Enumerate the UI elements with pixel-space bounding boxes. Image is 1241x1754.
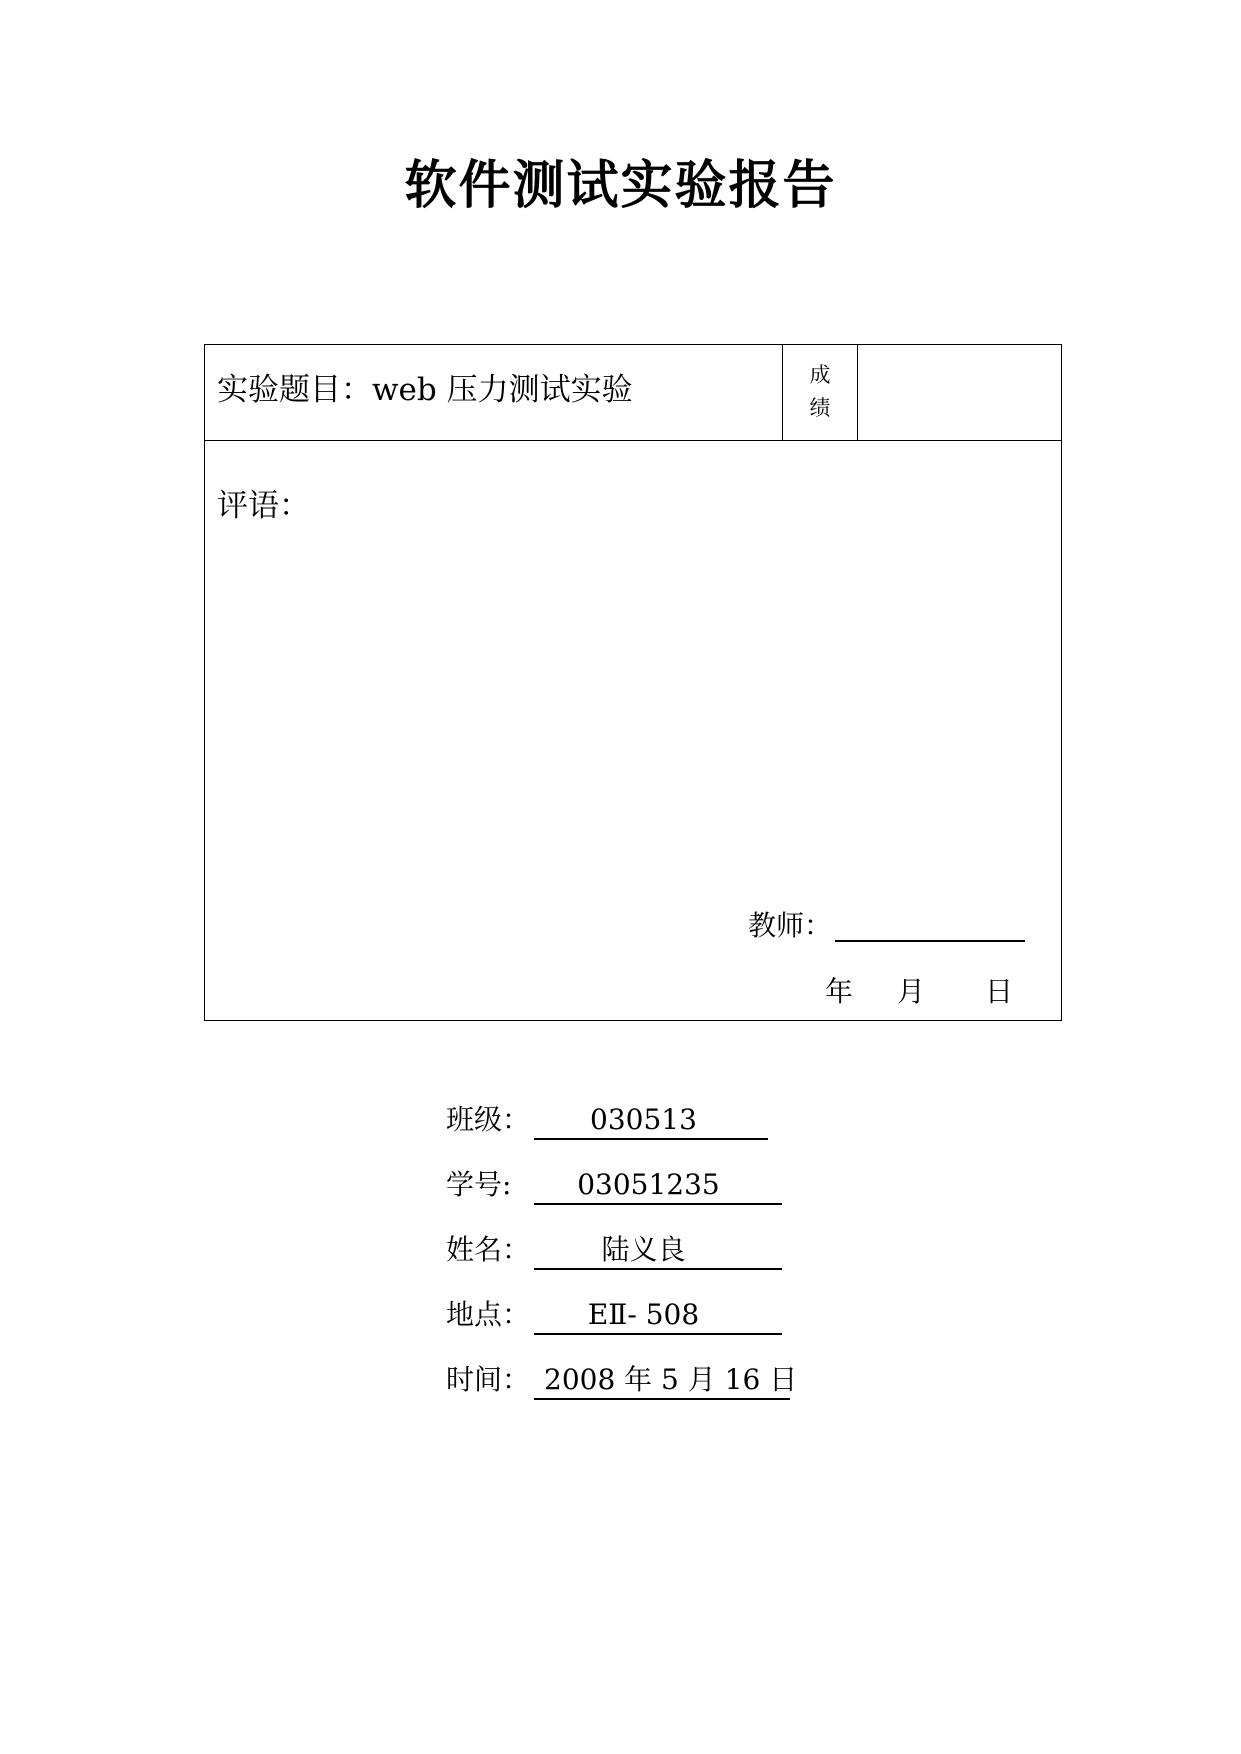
name-value: 陆义良: [601, 1233, 686, 1266]
score-label-line2: 绩: [809, 396, 831, 420]
time-value: 2008 年 5 月 16 日: [544, 1363, 798, 1396]
student-id-underline: [534, 1203, 782, 1205]
time-underline: [534, 1398, 790, 1400]
time-label: 时间：: [446, 1363, 531, 1396]
name-underline: [534, 1268, 782, 1270]
class-value: 030513: [590, 1103, 697, 1136]
date-day-label: 日: [985, 975, 1014, 1008]
topic-label: 实验题目：web 压力测试实验: [217, 372, 633, 408]
teacher-signature-line: [835, 940, 1025, 942]
report-table: [204, 344, 1062, 1021]
teacher-label: 教师：: [748, 909, 833, 942]
student-id-label: 学号:: [446, 1168, 512, 1201]
score-value-cell: [858, 345, 1061, 440]
location-underline: [534, 1333, 782, 1335]
topic-cell: [205, 345, 783, 440]
location-value: EⅡ- 508: [587, 1298, 700, 1331]
student-id-value: 03051235: [577, 1168, 720, 1201]
score-label-cell: [783, 345, 858, 440]
report-header-row: [205, 345, 1061, 441]
name-label: 姓名：: [446, 1233, 531, 1266]
location-label: 地点：: [446, 1298, 531, 1331]
page-title: 软件测试实验报告: [404, 156, 837, 216]
class-label: 班级：: [446, 1103, 531, 1136]
date-year-label: 年: [825, 975, 854, 1008]
class-underline: [534, 1138, 768, 1140]
date-month-label: 月: [897, 975, 926, 1008]
comment-label: 评语：: [217, 488, 310, 524]
score-label-line1: 成: [809, 363, 831, 387]
